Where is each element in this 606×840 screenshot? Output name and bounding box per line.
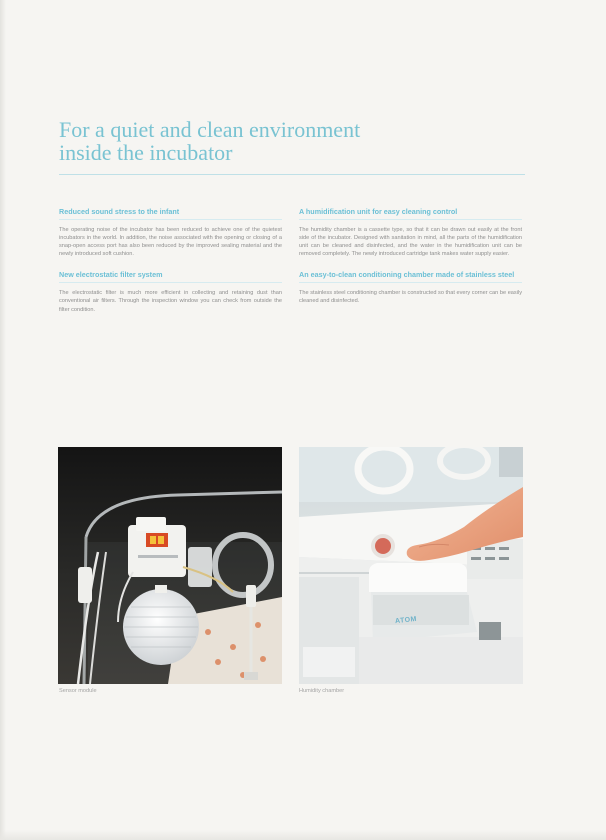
sensor-module-photo (58, 447, 282, 684)
section-divider (299, 219, 522, 220)
section-heading: A humidification unit for easy cleaning control (299, 207, 458, 216)
page-bottom-shadow (0, 830, 606, 840)
section-electrostatic-filter (59, 270, 282, 313)
right-text-column (299, 207, 522, 318)
section-body: The humidity chamber is a cassette type, so that it can be drawn out easily at the front side of the incubator. Designed with sanitation in mind, all the parts of the humidification unit can be cleaned and disinfected, and the water in the humidification unit can be removed completely. The newly introduced cartridge tank makes water supply easier. (299, 227, 522, 258)
sensor-module-caption: Sensor module (59, 688, 97, 694)
section-heading: New electrostatic filter system (59, 270, 163, 280)
page-edge-shadow (0, 0, 6, 840)
humidity-chamber-caption: Humidity chamber (299, 688, 345, 694)
section-conditioning-chamber (299, 270, 522, 305)
humidity-chamber-photo (299, 447, 523, 684)
humidity-chamber-illustration (299, 447, 523, 684)
page-title-line-2: inside the incubator (59, 140, 233, 165)
section-heading: Reduced sound stress to the infant (59, 207, 180, 216)
title-divider (59, 174, 525, 175)
section-humidification-unit (299, 207, 522, 258)
section-divider (299, 282, 522, 283)
section-body: The electrostatic filter is much more efficient in collecting and retaining dust than conventional air filters. Through the inspection window you can check from outside the filter condition. (59, 290, 282, 313)
section-body: The operating noise of the incubator has been reduced to achieve one of the quietest incubators in the world. In addition, the noise associated with the opening or closing of a snap-open access port has also been reduced by the improved sealing material and the newly introduced soft cushion. (59, 227, 282, 258)
sensor-module-illustration (58, 447, 282, 684)
section-divider (59, 282, 282, 283)
section-divider (59, 219, 282, 220)
brand-logo: ATOM (394, 615, 418, 626)
section-body: The stainless steel conditioning chamber is constructed so that every corner can be easily cleaned and disinfected. (299, 290, 522, 305)
page-title (59, 118, 529, 164)
section-reduced-sound (59, 207, 282, 258)
section-heading: An easy-to-clean conditioning chamber made of stainless steel (299, 270, 515, 280)
page-title-line-1: For a quiet and clean environment (59, 117, 361, 142)
left-text-column (59, 207, 282, 326)
